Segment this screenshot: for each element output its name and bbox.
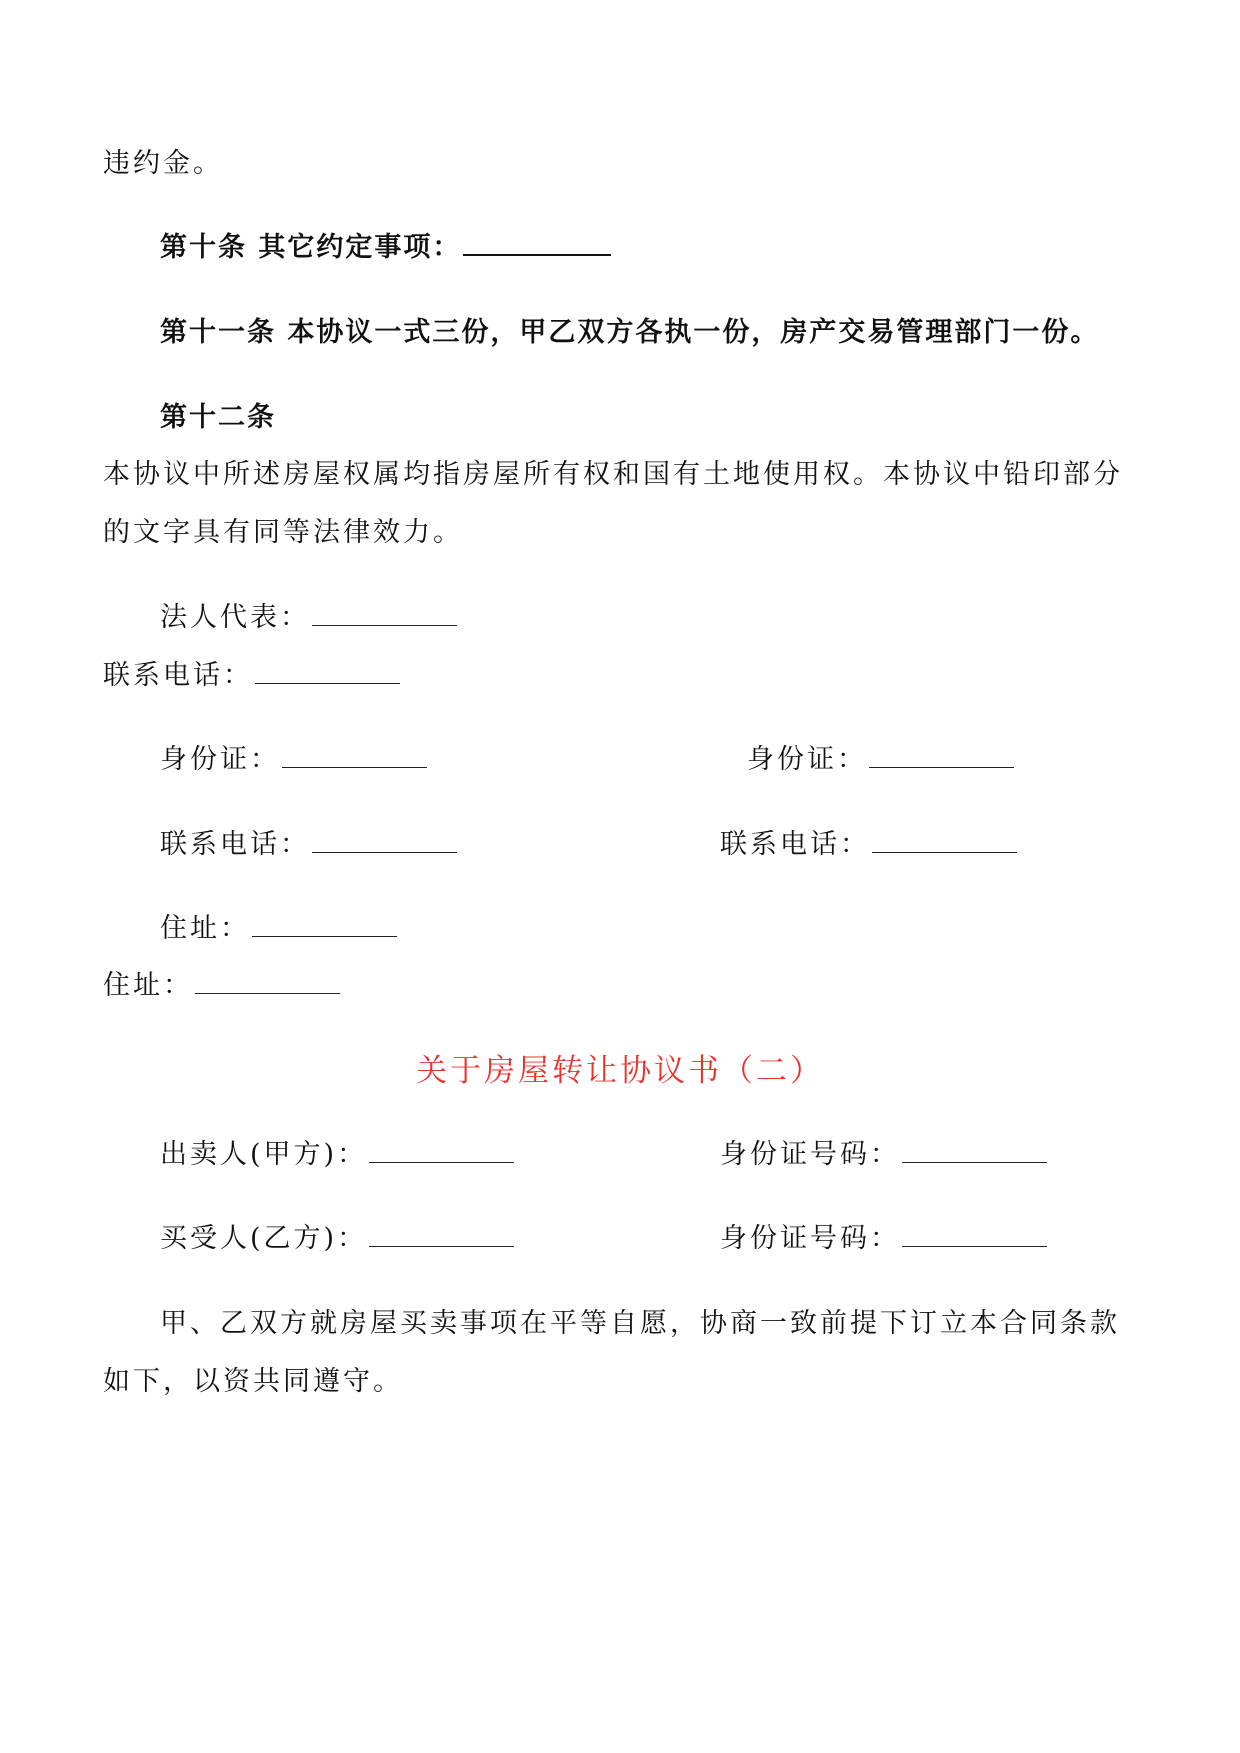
article-11	[160, 315, 1099, 351]
phone-1-blank	[255, 661, 400, 684]
legal-rep-field: 法人代表：	[160, 600, 457, 636]
address-field-2: 住址：	[103, 968, 340, 1004]
phone-left-blank	[312, 830, 457, 853]
id-left-blank	[282, 745, 427, 768]
seller-id-blank	[902, 1140, 1047, 1163]
article-10-label: 第十条	[160, 232, 247, 263]
buyer-field: 买受人(乙方)：	[160, 1221, 514, 1257]
buyer-blank	[369, 1224, 514, 1247]
article-10	[160, 230, 611, 266]
phone-field-left: 联系电话：	[160, 827, 457, 863]
id-right-blank	[869, 745, 1014, 768]
section-2-title: 关于房屋转让协议书（二）	[416, 1053, 824, 1089]
article-11-label: 第十一条	[160, 317, 276, 348]
address-2-blank	[195, 971, 340, 994]
id-field-left: 身份证：	[160, 742, 427, 778]
phone-right-blank	[872, 830, 1017, 853]
article-11-text: 本协议一式三份，甲乙双方各执一份，房产交易管理部门一份。	[287, 317, 1100, 348]
buyer-id-blank	[902, 1224, 1047, 1247]
article-12-label: 第十二条	[160, 402, 276, 433]
legal-rep-blank	[312, 603, 457, 626]
seller-blank	[369, 1140, 514, 1163]
article-10-text: 其它约定事项：	[258, 232, 462, 263]
seller-id-field: 身份证号码：	[720, 1137, 1047, 1173]
intro-line-2: 如下，以资共同遵守。	[103, 1366, 403, 1397]
article-10-blank	[463, 232, 611, 256]
address-1-blank	[252, 914, 397, 937]
address-field-1: 住址：	[160, 911, 397, 947]
id-field-right: 身份证：	[747, 742, 1014, 778]
buyer-id-field: 身份证号码：	[720, 1221, 1047, 1257]
intro-line-1: 甲、乙双方就房屋买卖事项在平等自愿，协商一致前提下订立本合同条款	[160, 1308, 1120, 1339]
phone-field-right: 联系电话：	[720, 827, 1017, 863]
top-fragment: 违约金。	[103, 148, 223, 179]
phone-field-1: 联系电话：	[103, 658, 400, 694]
article-12-line-1: 本协议中所述房屋权属均指房屋所有权和国有土地使用权。本协议中铅印部分	[103, 459, 1123, 490]
article-12-line-2: 的文字具有同等法律效力。	[103, 517, 463, 548]
seller-field: 出卖人(甲方)：	[160, 1137, 514, 1173]
